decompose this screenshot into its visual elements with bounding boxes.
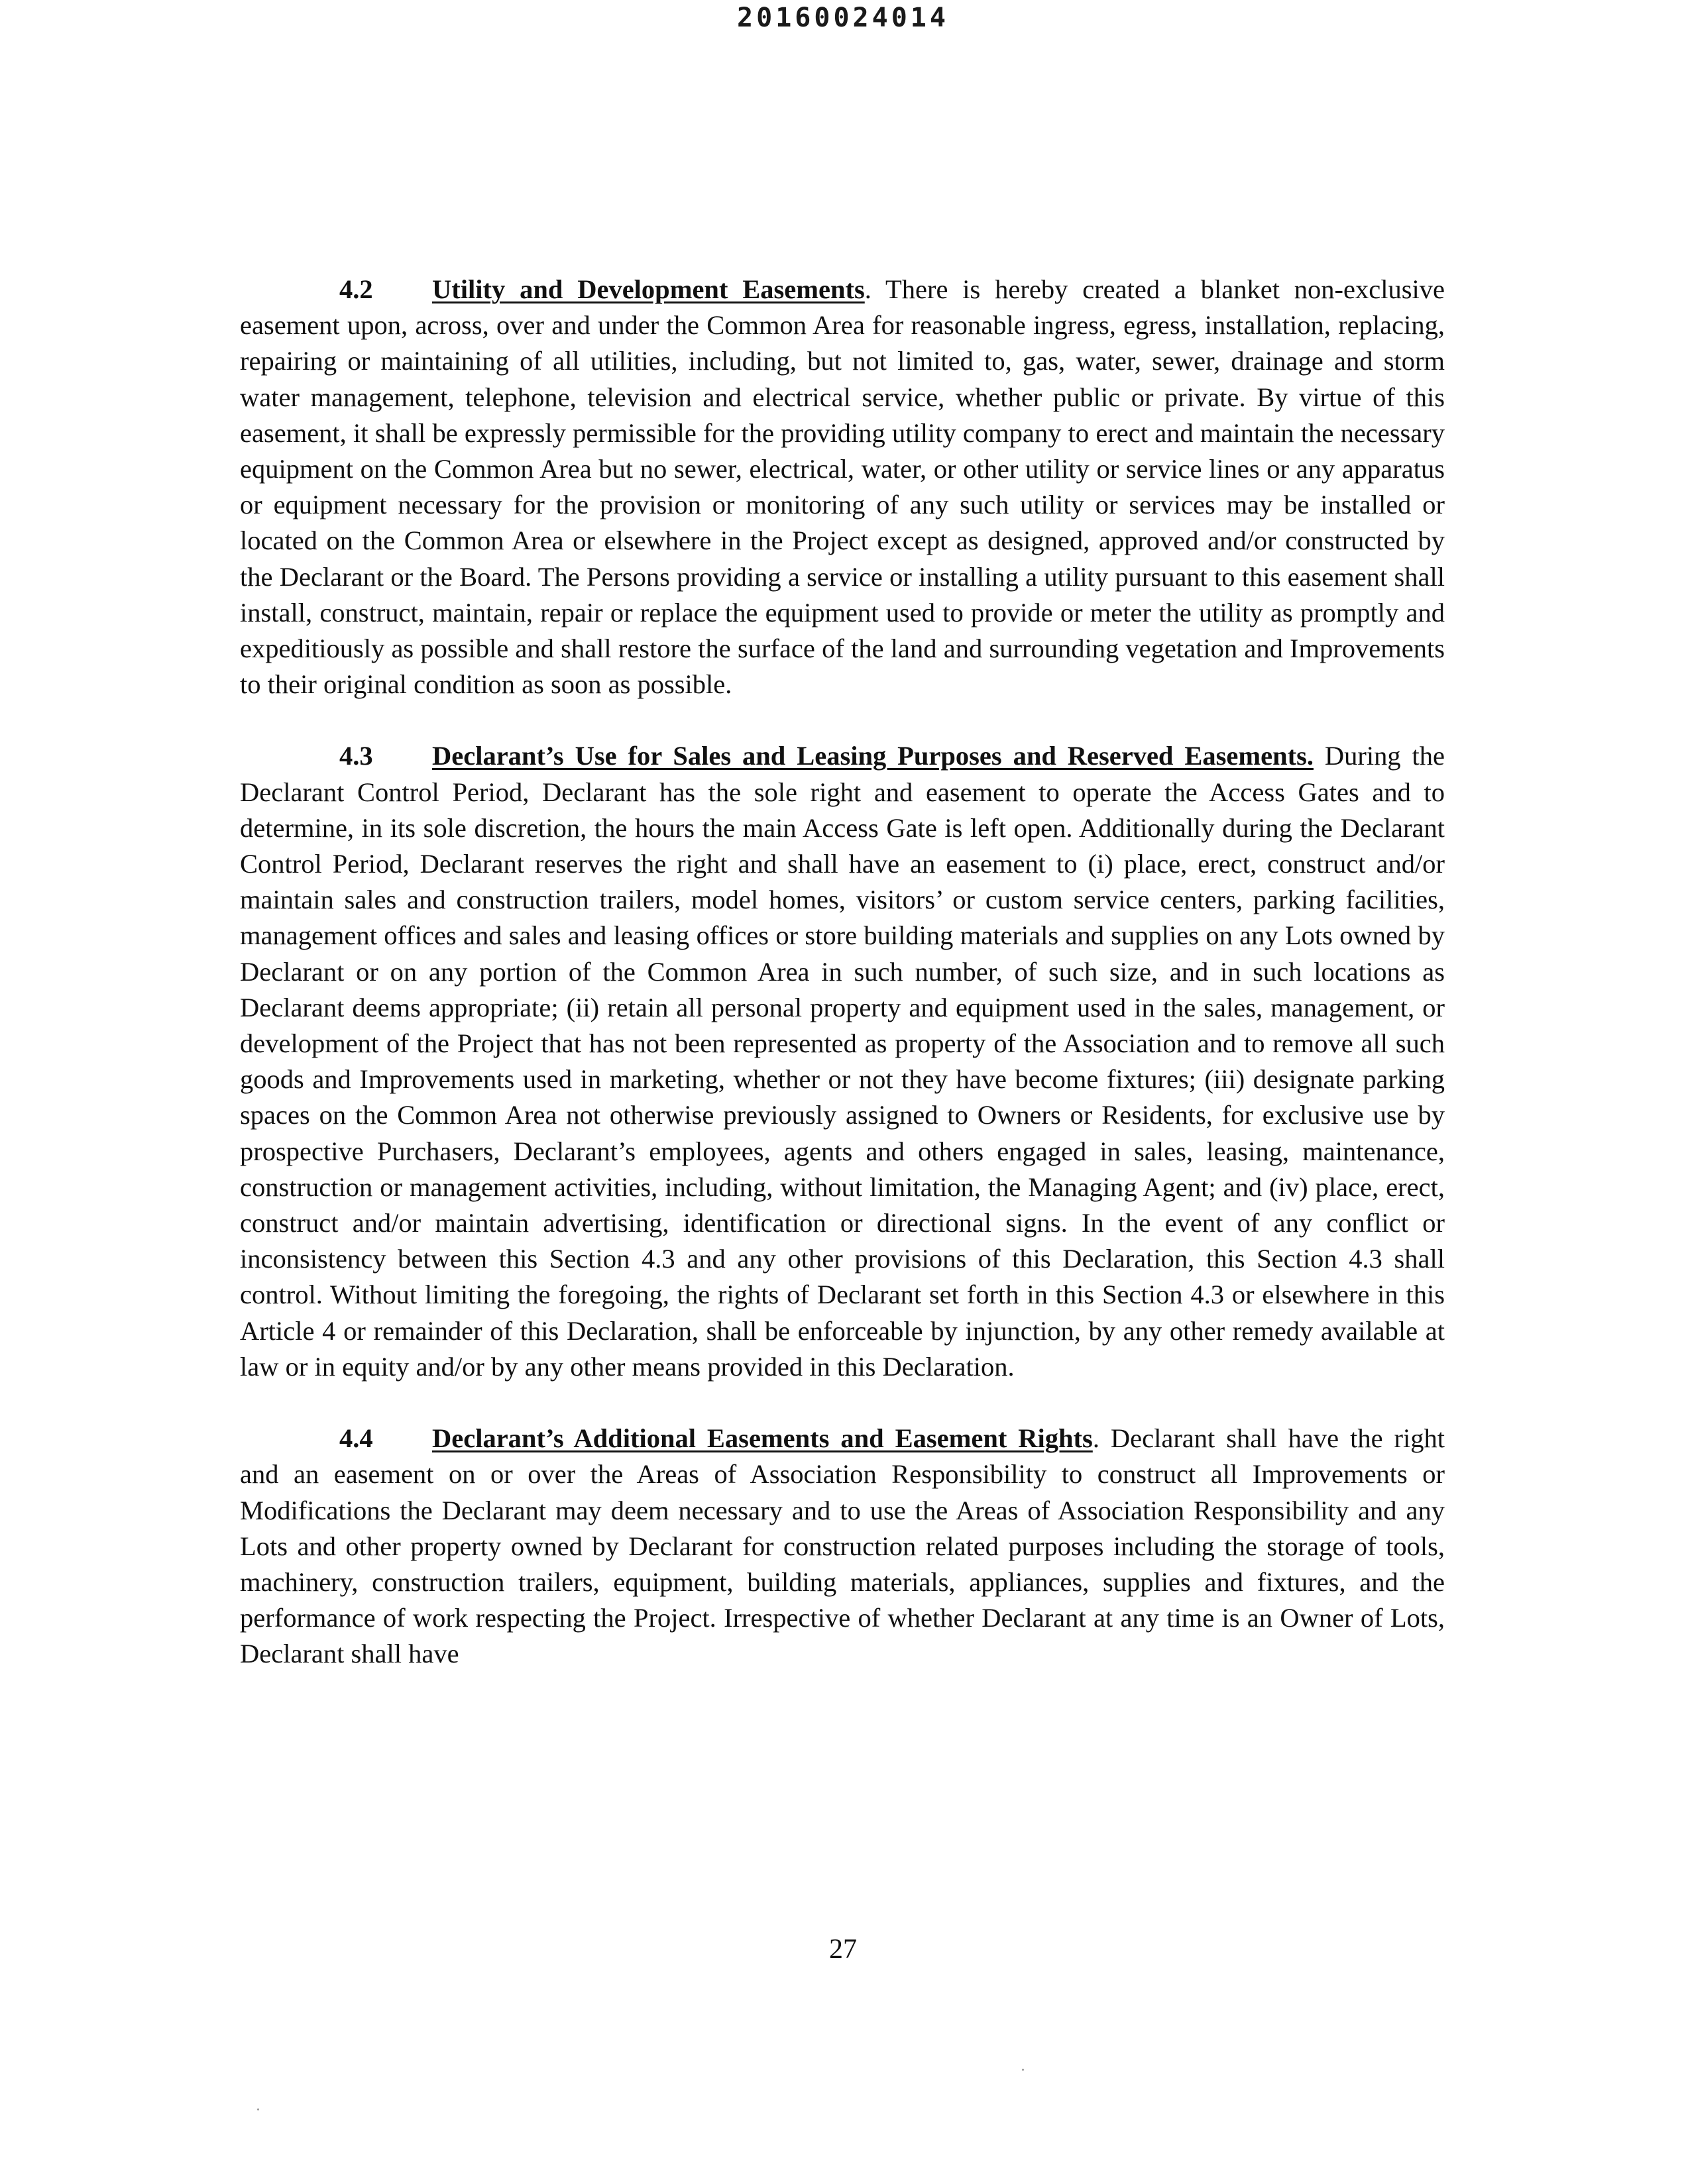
section-4-2: [240, 272, 1445, 702]
section-title-punct: .: [864, 274, 871, 304]
section-title-punct: .: [1092, 1423, 1099, 1454]
section-number: 4.4: [339, 1423, 373, 1454]
document-body: [240, 272, 1445, 1672]
document-number: 20160024014: [737, 3, 949, 33]
section-title: Declarant’s Use for Sales and Leasing Purposes and Reserved Easements.: [432, 741, 1314, 771]
scan-speck: [257, 2108, 259, 2110]
page-number: 27: [829, 1934, 857, 1965]
scan-speck: [1022, 2069, 1024, 2071]
section-4-4: [240, 1421, 1445, 1672]
section-body: Declarant shall have the right and an easement on or over the Areas of Association Responsibility to construct all Improvements or Modifications the Declarant may deem necessary and to use the Areas of Association Responsibility and any Lots and other property owned by Declarant for construction related purposes including the storage of tools, machinery, construction trailers, equipment, building materials, appliances, supplies and fixtures, and the performance of work respecting the Project. Irrespective of whether Declarant at any time is an Owner of Lots, Declarant shall have: [240, 1423, 1445, 1669]
section-number: 4.3: [339, 741, 373, 771]
section-number: 4.2: [339, 274, 373, 304]
section-4-3: [240, 738, 1445, 1385]
section-title: Utility and Development Easements: [432, 274, 865, 304]
section-body: There is hereby created a blanket non-exclusive easement upon, across, over and under the Common Area for reasonable ingress, egress, installation, replacing, repairing or maintaining of all utilities, including, but not limited to, gas, water, sewer, drainage and storm water management, telephone, television and electrical service, whether public or private. By virtue of this easement, it shall be expressly permissible for the providing utility company to erect and maintain the necessary equipment on the Common Area but no sewer, electrical, water, or other utility or service lines or any apparatus or equipment necessary for the provision or monitoring of any such utility or services may be installed or located on the Common Area or elsewhere in the Project except as designed, approved and/or constructed by the Declarant or the Board. The Persons providing a service or installing a utility pursuant to this easement shall install, construct, maintain, repair or replace the equipment used to provide or meter the utility as promptly and expeditiously as possible and shall restore the surface of the land and surrounding vegetation and Improvements to their original condition as soon as possible.: [240, 274, 1445, 700]
section-title: Declarant’s Additional Easements and Easement Rights: [432, 1423, 1093, 1454]
section-body: During the Declarant Control Period, Declarant has the sole right and easement to operate the Access Gates and to determine, in its sole discretion, the hours the main Access Gate is left open. Additionally during the Declarant Control Period, Declarant reserves the right and shall have an easement to (i) place, erect, construct and/or maintain sales and construction trailers, model homes, visitors’ or custom service centers, parking facilities, management offices and sales and leasing offices or store building materials and supplies on any Lots owned by Declarant or on any portion of the Common Area in such number, of such size, and in such locations as Declarant deems appropriate; (ii) retain all personal property and equipment used in the sales, management, or development of the Project that has not been represented as property of the Association and to remove all such goods and Improvements used in marketing, whether or not they have become fixtures; (iii) designate parking spaces on the Common Area not otherwise previously assigned to Owners or Residents, for exclusive use by prospective Purchasers, Declarant’s employees, agents and others engaged in sales, leasing, maintenance, construction or management activities, including, without limitation, the Managing Agent; and (iv) place, erect, construct and/or maintain advertising, identification or directional signs. In the event of any conflict or inconsistency between this Section 4.3 and any other provisions of this Declaration, this Section 4.3 shall control. Without limiting the foregoing, the rights of Declarant set forth in this Section 4.3 or elsewhere in this Article 4 or remainder of this Declaration, shall be enforceable by injunction, by any other remedy available at law or in equity and/or by any other means provided in this Declaration.: [240, 741, 1445, 1382]
